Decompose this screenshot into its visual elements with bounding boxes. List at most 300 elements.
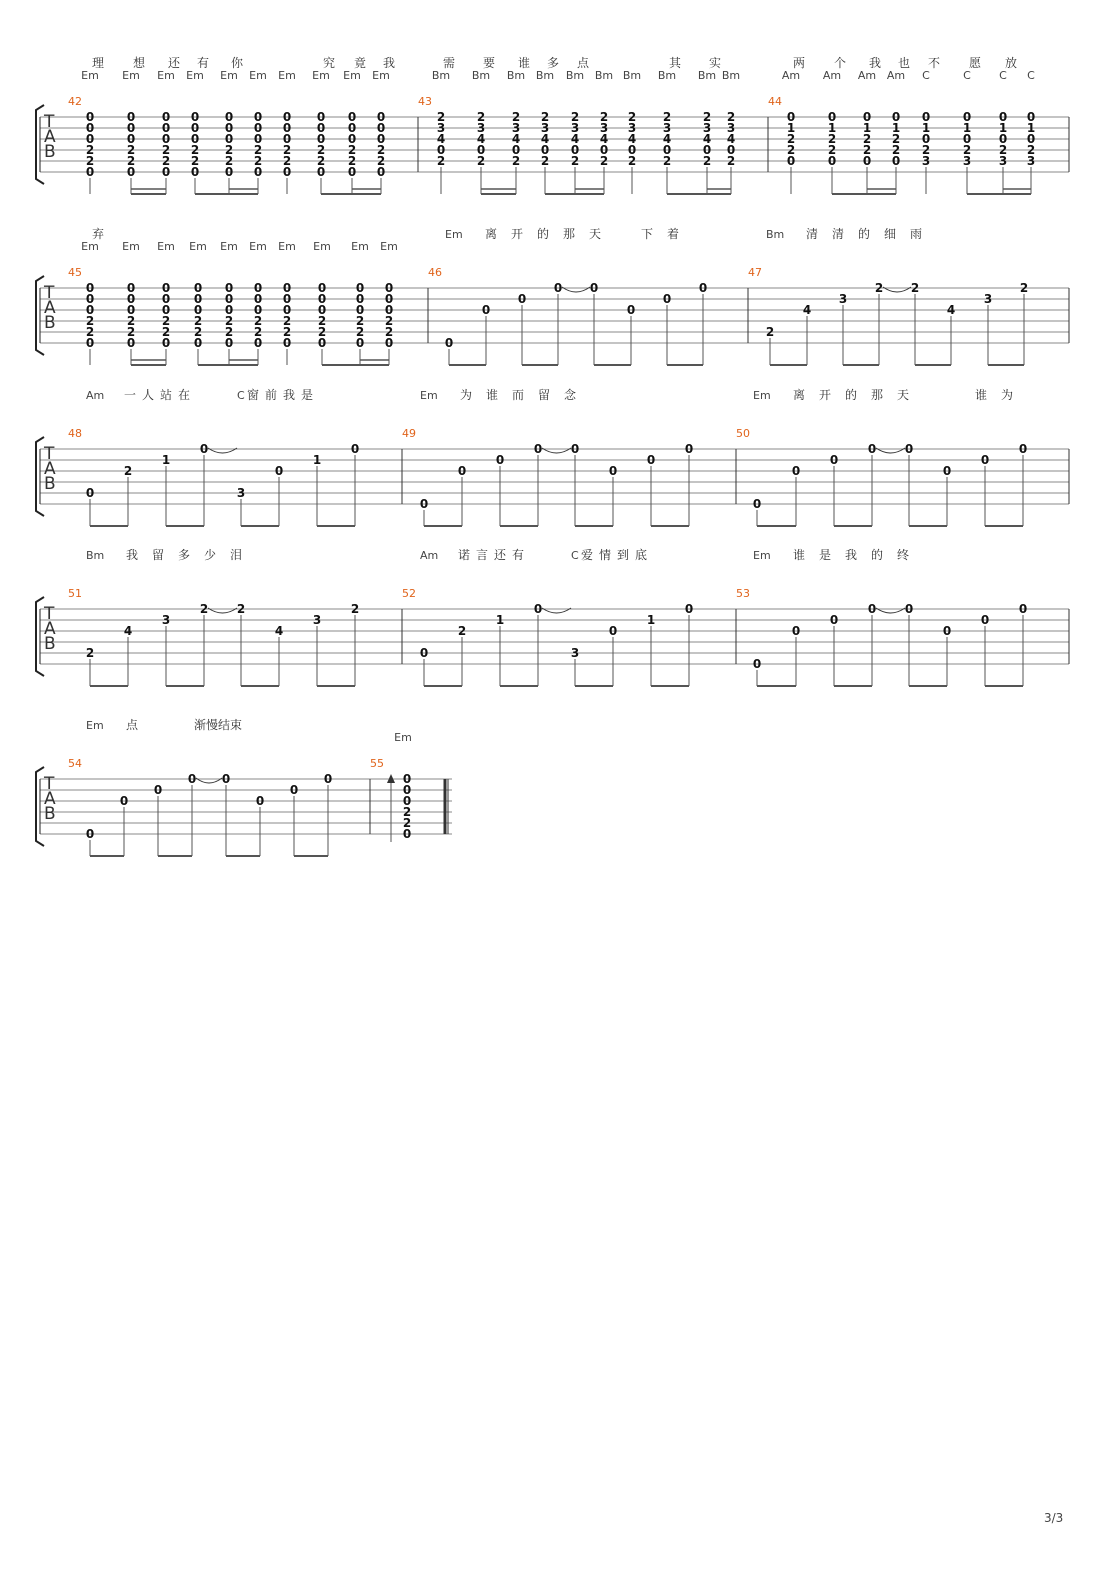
lyric-char: 实 xyxy=(708,56,722,70)
fret-number: 0 xyxy=(187,772,197,786)
lyric-char: 为 xyxy=(1001,388,1014,402)
fret-number: 0 xyxy=(316,121,326,135)
fret-number: 3 xyxy=(726,121,736,135)
fret-number: 4 xyxy=(570,132,580,146)
fret-number: 0 xyxy=(126,121,136,135)
fret-number: 0 xyxy=(255,794,265,808)
fret-number: 0 xyxy=(224,165,234,179)
fret-number: 0 xyxy=(533,602,543,616)
measure-number: 52 xyxy=(402,587,416,600)
fret-number: 0 xyxy=(161,336,171,350)
fret-number: 3 xyxy=(983,292,993,306)
fret-number: 0 xyxy=(662,143,672,157)
fret-number: 0 xyxy=(347,165,357,179)
fret-number: 2 xyxy=(702,110,712,124)
measure-number: 45 xyxy=(68,266,82,279)
fret-number: 0 xyxy=(224,292,234,306)
fret-number: 2 xyxy=(347,154,357,168)
fret-number: 0 xyxy=(193,336,203,350)
chord-name: Em xyxy=(81,69,99,82)
fret-number: 0 xyxy=(253,336,263,350)
chord-name: Bm xyxy=(697,69,717,82)
fret-number: 0 xyxy=(786,110,796,124)
lyric-char: 雨 xyxy=(910,227,923,241)
chord-name: Bm xyxy=(86,549,105,562)
fret-number: 0 xyxy=(253,165,263,179)
fret-number: 2 xyxy=(384,314,394,328)
lyric-char: 清 xyxy=(832,227,845,241)
fret-number: 0 xyxy=(190,121,200,135)
fret-number: 0 xyxy=(791,624,801,638)
fret-number: 0 xyxy=(347,132,357,146)
fret-number: 4 xyxy=(274,624,284,638)
chord-name: Em xyxy=(372,69,390,82)
fret-number: 0 xyxy=(282,165,292,179)
fret-number: 2 xyxy=(347,143,357,157)
fret-number: 0 xyxy=(827,110,837,124)
fret-number: 0 xyxy=(317,303,327,317)
fret-number: 2 xyxy=(193,314,203,328)
fret-number: 3 xyxy=(476,121,486,135)
fret-number: 0 xyxy=(190,165,200,179)
fret-number: 1 xyxy=(1026,121,1036,135)
fret-number: 0 xyxy=(891,110,901,124)
fret-number: 0 xyxy=(355,281,365,295)
fret-number: 0 xyxy=(289,783,299,797)
fret-number: 2 xyxy=(85,154,95,168)
fret-number: 0 xyxy=(962,110,972,124)
fret-number: 0 xyxy=(791,464,801,478)
fret-number: 0 xyxy=(161,292,171,306)
fret-number: 0 xyxy=(161,281,171,295)
fret-number: 2 xyxy=(85,143,95,157)
fret-number: 2 xyxy=(627,154,637,168)
measure-number: 47 xyxy=(748,266,762,279)
tab-clef-letter: T xyxy=(44,444,55,464)
fret-number: 0 xyxy=(517,292,527,306)
fret-number: 0 xyxy=(253,303,263,317)
fret-number: 3 xyxy=(662,121,672,135)
measure-number: 51 xyxy=(68,587,82,600)
measure-number: 55 xyxy=(370,757,384,770)
fret-number: 2 xyxy=(511,110,521,124)
chord-name: Am xyxy=(886,69,906,82)
fret-number: 0 xyxy=(904,442,914,456)
fret-number: 4 xyxy=(802,303,812,317)
fret-number: 0 xyxy=(867,442,877,456)
fret-number: 2 xyxy=(282,325,292,339)
lyric-char: 究 xyxy=(322,56,336,70)
fret-number: 3 xyxy=(436,121,446,135)
chord-name: Em xyxy=(753,549,771,562)
fret-number: 1 xyxy=(962,121,972,135)
tab-clef-letter: T xyxy=(44,112,55,132)
fret-number: 3 xyxy=(540,121,550,135)
fret-number: 0 xyxy=(161,165,171,179)
chord-name: Am xyxy=(781,69,801,82)
fret-number: 0 xyxy=(436,143,446,157)
fret-number: 2 xyxy=(457,624,467,638)
fret-number: 0 xyxy=(85,292,95,306)
fret-number: 0 xyxy=(85,132,95,146)
fret-number: 2 xyxy=(862,143,872,157)
fret-number: 0 xyxy=(904,602,914,616)
chord-name: Em xyxy=(420,389,438,402)
fret-number: 0 xyxy=(402,772,412,786)
fret-number: 1 xyxy=(862,121,872,135)
lyric-char: 谁 xyxy=(486,388,499,402)
fret-number: 0 xyxy=(608,464,618,478)
tab-clef-letter: A xyxy=(44,127,56,147)
lyric-char: 点 xyxy=(576,56,590,70)
fret-number: 1 xyxy=(312,453,322,467)
chord-name: Em xyxy=(753,389,771,402)
fret-number: 0 xyxy=(402,794,412,808)
tab-clef-letter: B xyxy=(44,474,56,494)
fret-number: 2 xyxy=(827,143,837,157)
fret-number: 0 xyxy=(553,281,563,295)
lyric-char: 留 xyxy=(152,548,165,562)
chord-name: Em xyxy=(81,240,99,253)
fret-number: 2 xyxy=(317,314,327,328)
fret-number: 2 xyxy=(126,143,136,157)
lyric-char: 你 xyxy=(230,56,244,70)
fret-number: 3 xyxy=(998,154,1008,168)
fret-number: 0 xyxy=(702,143,712,157)
fret-number: 0 xyxy=(224,281,234,295)
fret-number: 0 xyxy=(829,613,839,627)
fret-number: 0 xyxy=(85,486,95,500)
fret-number: 2 xyxy=(662,110,672,124)
chord-name: Bm xyxy=(657,69,677,82)
chord-name: Em xyxy=(189,240,207,253)
fret-number: 2 xyxy=(316,154,326,168)
chord-name: Em xyxy=(343,69,361,82)
fret-number: 2 xyxy=(253,314,263,328)
fret-number: 3 xyxy=(702,121,712,135)
lyric-char: 要 xyxy=(482,56,496,70)
lyric-char: 我 xyxy=(868,56,882,70)
fret-number: 0 xyxy=(998,132,1008,146)
chord-name: Bm xyxy=(622,69,642,82)
fret-number: 0 xyxy=(1018,602,1028,616)
fret-number: 2 xyxy=(726,110,736,124)
fret-number: 2 xyxy=(316,143,326,157)
fret-number: 0 xyxy=(221,772,231,786)
lyric-char: 终 xyxy=(897,548,910,562)
fret-number: 4 xyxy=(726,132,736,146)
fret-number: 2 xyxy=(962,143,972,157)
fret-number: 0 xyxy=(980,453,990,467)
fret-number: 0 xyxy=(962,132,972,146)
fret-number: 0 xyxy=(347,121,357,135)
fret-number: 2 xyxy=(874,281,884,295)
chord-name: Bm xyxy=(766,228,785,241)
lyric-char: 谁 xyxy=(517,56,531,70)
chord-name: Em xyxy=(380,240,398,253)
fret-number: 2 xyxy=(85,646,95,660)
lyric-char: 竟 xyxy=(353,56,367,70)
chord-name: Em xyxy=(351,240,369,253)
fret-number: 0 xyxy=(193,281,203,295)
fret-number: 0 xyxy=(282,303,292,317)
chord-name: Bm xyxy=(565,69,585,82)
lyric-char: 多 xyxy=(178,548,191,562)
fret-number: 0 xyxy=(253,121,263,135)
lyric-char: 下 xyxy=(641,227,654,241)
fret-number: 0 xyxy=(193,303,203,317)
fret-number: 0 xyxy=(347,110,357,124)
fret-number: 2 xyxy=(355,314,365,328)
fret-number: 0 xyxy=(274,464,284,478)
fret-number: 0 xyxy=(1018,442,1028,456)
fret-number: 2 xyxy=(662,154,672,168)
fret-number: 2 xyxy=(1026,143,1036,157)
fret-number: 2 xyxy=(224,314,234,328)
chord-name: C xyxy=(922,69,930,82)
chord-name: Am xyxy=(420,549,439,562)
measure-number: 54 xyxy=(68,757,82,770)
fret-number: 2 xyxy=(350,602,360,616)
fret-number: 0 xyxy=(684,602,694,616)
lyric-char: 是 xyxy=(819,548,832,562)
fret-number: 0 xyxy=(862,110,872,124)
chord-name: Em xyxy=(445,228,463,241)
fret-number: 0 xyxy=(384,303,394,317)
fret-number: 0 xyxy=(161,121,171,135)
fret-number: 2 xyxy=(126,325,136,339)
lyric-char: 离 xyxy=(485,227,498,241)
lyric-char: 谁 xyxy=(793,548,806,562)
tab-clef-letter: A xyxy=(44,789,56,809)
fret-number: 0 xyxy=(224,336,234,350)
fret-number: 2 xyxy=(910,281,920,295)
fret-number: 2 xyxy=(376,154,386,168)
fret-number: 2 xyxy=(627,110,637,124)
lyric-char: 我 xyxy=(845,548,858,562)
fret-number: 2 xyxy=(921,143,931,157)
fret-number: 0 xyxy=(698,281,708,295)
fret-number: 0 xyxy=(752,497,762,511)
fret-number: 0 xyxy=(126,336,136,350)
lyric-char: 谁 xyxy=(975,388,988,402)
fret-number: 1 xyxy=(786,121,796,135)
fret-number: 4 xyxy=(946,303,956,317)
fret-number: 0 xyxy=(384,336,394,350)
fret-number: 2 xyxy=(436,110,446,124)
fret-number: 0 xyxy=(355,303,365,317)
fret-number: 0 xyxy=(355,336,365,350)
lyric-char: 留 xyxy=(538,388,551,402)
fret-number: 0 xyxy=(317,292,327,306)
fret-number: 2 xyxy=(236,602,246,616)
fret-number: 2 xyxy=(540,154,550,168)
fret-number: 0 xyxy=(282,281,292,295)
fret-number: 2 xyxy=(126,314,136,328)
fret-number: 0 xyxy=(599,143,609,157)
fret-number: 2 xyxy=(199,602,209,616)
fret-number: 3 xyxy=(838,292,848,306)
lyric-char: 愿 xyxy=(968,56,982,70)
lyric-char: 其 xyxy=(668,56,682,70)
fret-number: 2 xyxy=(126,154,136,168)
fret-number: 0 xyxy=(481,303,491,317)
lyric-char: 清 xyxy=(806,227,819,241)
lyric-char: 为 xyxy=(460,388,473,402)
fret-number: 0 xyxy=(161,110,171,124)
fret-number: 0 xyxy=(119,794,129,808)
fret-number: 0 xyxy=(253,292,263,306)
fret-number: 2 xyxy=(402,816,412,830)
fret-number: 2 xyxy=(253,325,263,339)
fret-number: 0 xyxy=(317,281,327,295)
page-number: 3/3 xyxy=(1044,1511,1064,1525)
fret-number: 2 xyxy=(476,154,486,168)
fret-number: 4 xyxy=(627,132,637,146)
chord-name: Bm xyxy=(721,69,741,82)
chord-name: Em xyxy=(313,240,331,253)
lyric-char: 我 xyxy=(126,548,139,562)
fret-number: 0 xyxy=(829,453,839,467)
fret-number: 2 xyxy=(891,132,901,146)
chord-name: Am xyxy=(86,389,105,402)
lyric-char: 念 xyxy=(564,388,577,402)
chord-name: Em xyxy=(157,240,175,253)
fret-number: 2 xyxy=(998,143,1008,157)
chord-name: Em xyxy=(278,240,296,253)
fret-number: 2 xyxy=(282,314,292,328)
fret-number: 0 xyxy=(998,110,1008,124)
lyric-char: 那 xyxy=(563,227,576,241)
lyric-char: 而 xyxy=(512,388,525,402)
fret-number: 3 xyxy=(511,121,521,135)
fret-number: 0 xyxy=(570,442,580,456)
fret-number: 0 xyxy=(752,657,762,671)
fret-number: 2 xyxy=(402,805,412,819)
fret-number: 2 xyxy=(224,325,234,339)
fret-number: 2 xyxy=(765,325,775,339)
fret-number: 0 xyxy=(608,624,618,638)
fret-number: 0 xyxy=(190,132,200,146)
fret-number: 0 xyxy=(85,165,95,179)
fret-number: 2 xyxy=(193,325,203,339)
tab-clef-letter: B xyxy=(44,142,56,162)
fret-number: 0 xyxy=(867,602,877,616)
chord-name: C xyxy=(1027,69,1035,82)
fret-number: 0 xyxy=(384,281,394,295)
fret-number: 3 xyxy=(1026,154,1036,168)
chord-name: Bm xyxy=(471,69,491,82)
lyric-char: 的 xyxy=(537,227,550,241)
fret-number: 4 xyxy=(702,132,712,146)
fret-number: 0 xyxy=(224,121,234,135)
tab-clef-letter: A xyxy=(44,298,56,318)
measure-number: 48 xyxy=(68,427,82,440)
chord-name: Em xyxy=(122,69,140,82)
fret-number: 0 xyxy=(627,143,637,157)
fret-number: 3 xyxy=(312,613,322,627)
measure-number: 53 xyxy=(736,587,750,600)
tab-clef-letter: B xyxy=(44,634,56,654)
fret-number: 0 xyxy=(126,281,136,295)
fret-number: 0 xyxy=(511,143,521,157)
fret-number: 0 xyxy=(193,292,203,306)
chord-name: Em xyxy=(220,240,238,253)
fret-number: 0 xyxy=(85,336,95,350)
lyric-char: 泪 xyxy=(230,548,243,562)
fret-number: 0 xyxy=(980,613,990,627)
fret-number: 0 xyxy=(570,143,580,157)
fret-number: 0 xyxy=(419,497,429,511)
chord-name: Em xyxy=(394,731,412,744)
fret-number: 0 xyxy=(726,143,736,157)
tab-clef-letter: T xyxy=(44,774,55,794)
lyric-text: 诺言还有 xyxy=(458,548,531,562)
chord-name: Em xyxy=(249,240,267,253)
lyric-char: 的 xyxy=(858,227,871,241)
fret-number: 0 xyxy=(316,132,326,146)
fret-number: 1 xyxy=(891,121,901,135)
fret-number: 2 xyxy=(786,132,796,146)
lyric-char: 着 xyxy=(667,227,680,241)
lyric-char: 的 xyxy=(845,388,858,402)
fret-number: 0 xyxy=(85,121,95,135)
fret-number: 0 xyxy=(376,121,386,135)
measure-number: 46 xyxy=(428,266,442,279)
fret-number: 2 xyxy=(827,132,837,146)
fret-number: 2 xyxy=(85,314,95,328)
chord-name: C xyxy=(963,69,971,82)
lyric-char: 细 xyxy=(884,227,897,241)
chord-name: Bm xyxy=(431,69,451,82)
measure-number: 50 xyxy=(736,427,750,440)
lyric-char: 点 xyxy=(126,718,139,732)
fret-number: 0 xyxy=(323,772,333,786)
chord-name: Em xyxy=(122,240,140,253)
fret-number: 0 xyxy=(253,110,263,124)
fret-number: 0 xyxy=(126,165,136,179)
lyric-char: 放 xyxy=(1004,56,1018,70)
fret-number: 0 xyxy=(282,336,292,350)
fret-number: 4 xyxy=(662,132,672,146)
chord-name: Am xyxy=(822,69,842,82)
lyric-char: 不 xyxy=(927,56,941,70)
fret-number: 4 xyxy=(540,132,550,146)
fret-number: 2 xyxy=(862,132,872,146)
fret-number: 0 xyxy=(85,110,95,124)
fret-number: 2 xyxy=(123,464,133,478)
fret-number: 0 xyxy=(153,783,163,797)
tab-clef-letter: T xyxy=(44,283,55,303)
lyric-text: 爱情到底 xyxy=(581,548,654,562)
lyric-text: 窗前我是 xyxy=(247,388,320,402)
fret-number: 2 xyxy=(511,154,521,168)
fret-number: 0 xyxy=(253,281,263,295)
fret-number: 0 xyxy=(626,303,636,317)
fret-number: 0 xyxy=(126,132,136,146)
fret-number: 2 xyxy=(190,143,200,157)
fret-number: 2 xyxy=(161,154,171,168)
fret-number: 2 xyxy=(599,110,609,124)
fret-number: 0 xyxy=(161,303,171,317)
lyric-char: 开 xyxy=(511,227,524,241)
fret-number: 0 xyxy=(282,292,292,306)
lyric-char: 开 xyxy=(819,388,832,402)
chord-name: Em xyxy=(220,69,238,82)
fret-number: 2 xyxy=(570,154,580,168)
lyric-char: 的 xyxy=(871,548,884,562)
chord-name: Bm xyxy=(535,69,555,82)
